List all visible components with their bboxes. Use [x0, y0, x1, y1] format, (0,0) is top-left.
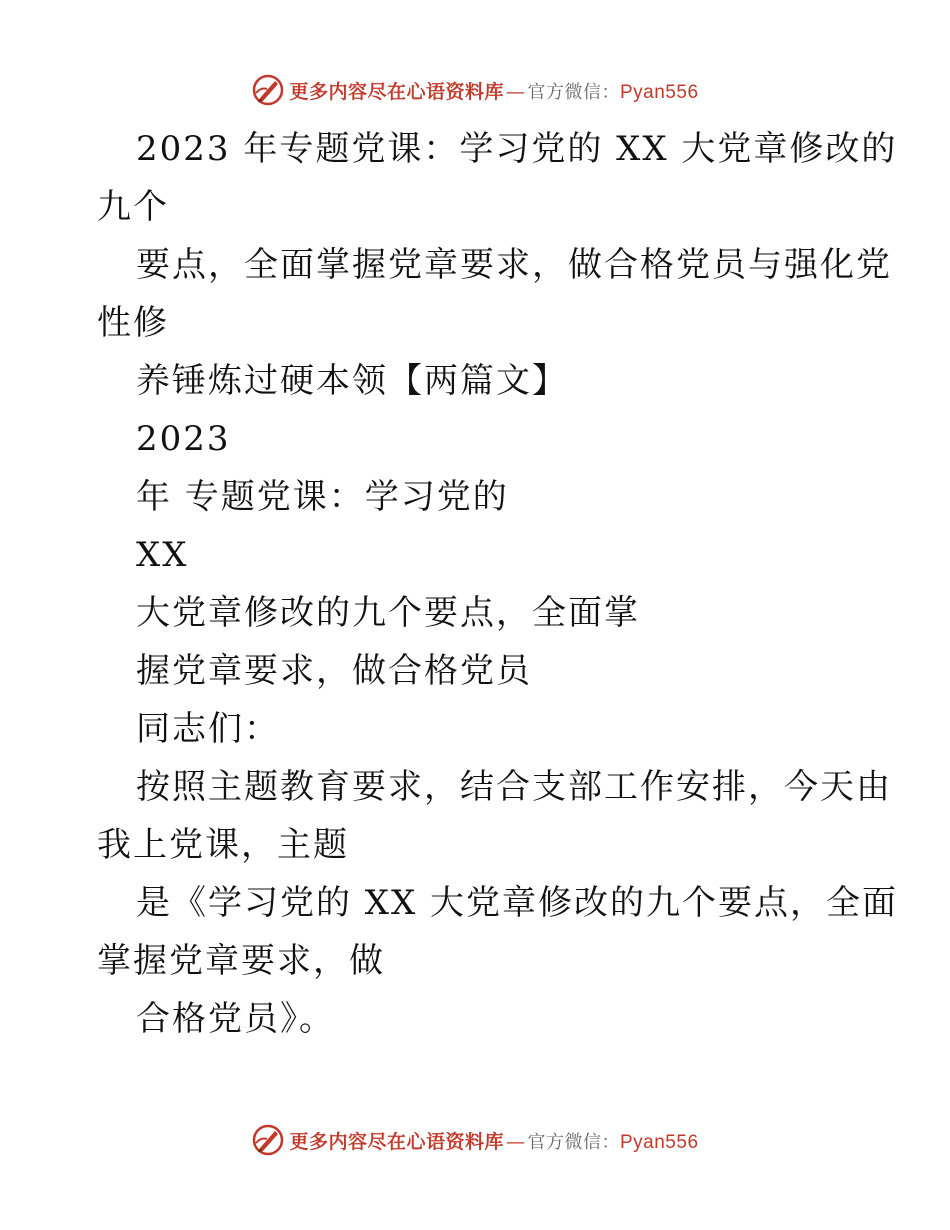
pen-logo-icon — [251, 1123, 285, 1157]
banner-dash: — — [506, 80, 526, 103]
text-line: 按照主题教育要求，结合支部工作安排，今天由 — [136, 767, 892, 807]
text-line: 我上党课，主题 — [97, 825, 349, 865]
text-line: 合格党员》。 — [136, 999, 335, 1039]
text-line: 养锤炼过硬本领【两篇文】 — [136, 361, 568, 401]
banner-wechat-label: 官方微信： — [527, 1131, 620, 1153]
text-line: 2023 年专题党课：学习党的 XX 大党章修改的 — [136, 129, 898, 169]
banner-site-name: 更多内容尽在心语资料库 — [289, 80, 504, 103]
document-body — [0, 126, 950, 1054]
text-line: 握党章要求，做合格党员 — [136, 651, 532, 691]
footer-watermark-banner — [0, 1120, 950, 1160]
text-line: 年 专题党课：学习党的 — [136, 477, 509, 517]
text-line: 性修 — [97, 303, 169, 343]
text-line: 掌握党章要求，做 — [97, 941, 385, 981]
text-line: 是《学习党的 XX 大党章修改的九个要点，全面 — [136, 883, 899, 923]
banner-wechat-label: 官方微信： — [527, 81, 620, 103]
text-line: 九个 — [97, 187, 169, 227]
banner-site-name: 更多内容尽在心语资料库 — [289, 1130, 504, 1153]
text-line: 同志们： — [136, 709, 280, 749]
header-watermark-banner — [0, 70, 950, 110]
banner-wechat-id: Pyan556 — [620, 81, 699, 103]
text-line: 2023 — [136, 419, 231, 459]
text-line: XX — [136, 535, 189, 575]
text-line: 要点，全面掌握党章要求，做合格党员与强化党 — [136, 245, 892, 285]
banner-dash: — — [506, 1130, 526, 1153]
text-line: 大党章修改的九个要点，全面掌 — [136, 593, 640, 633]
pen-logo-icon — [251, 73, 285, 107]
banner-wechat-id: Pyan556 — [620, 1131, 699, 1153]
